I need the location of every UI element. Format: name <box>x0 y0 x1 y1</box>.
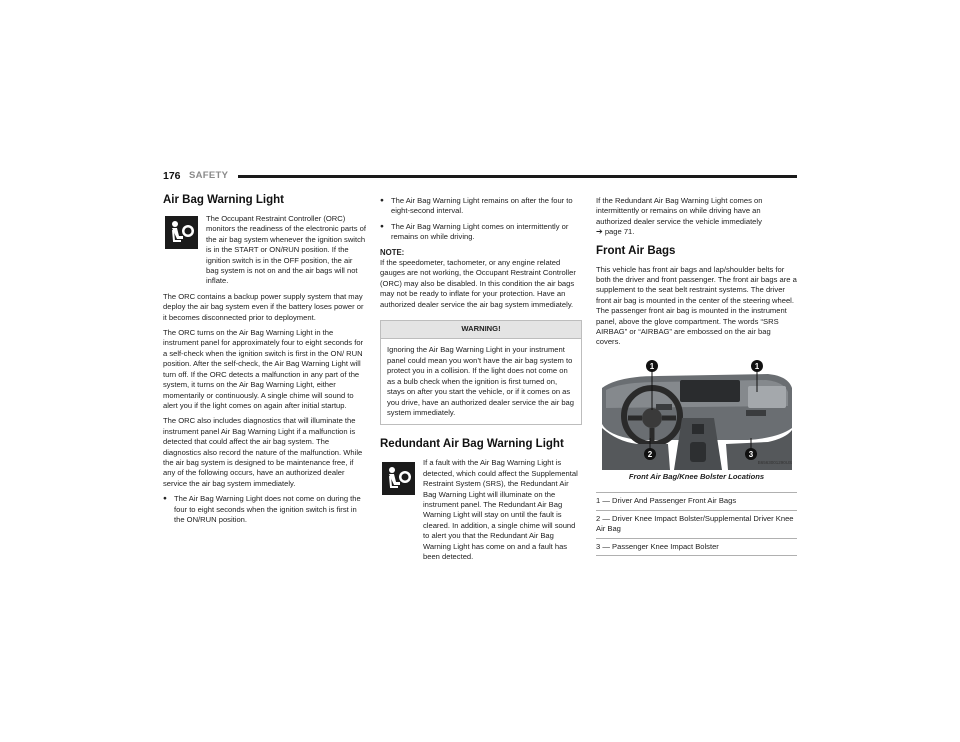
page-number: 176 <box>163 170 181 182</box>
column-1 <box>163 193 366 530</box>
air-bag-warning-icon <box>382 462 415 495</box>
bullet-item: ● The Air Bag Warning Light does not come on during the four to eight seconds when the ignition switch is first in the ON/RUN position. <box>163 494 366 525</box>
header-rule <box>238 175 797 178</box>
page-reference-link[interactable]: page 71. <box>604 227 635 237</box>
page-header <box>163 170 797 184</box>
paragraph: The ORC contains a backup power supply system that may deploy the air bag system even if the battery loses power or it becomes disconnected prior to deployment. <box>163 291 364 322</box>
bullet-list <box>163 494 366 525</box>
paragraph: This vehicle has front air bags and lap/shoulder belts for both the driver and front passenger. The front air bags are a supplement to the seat belt restraint systems. The driver front air bag is mounted in the center of the steering wheel. The passenger front air bag is mounted in the instrument panel, above the glove compartment. The words “SRS AIRBAG” or “AIRBAG” are embossed on the air bag covers. <box>596 264 797 347</box>
bullet-item: ● The Air Bag Warning Light comes on intermittently or remains on while driving. <box>380 222 582 243</box>
paragraph: The ORC turns on the Air Bag Warning Light in the instrument panel for approximately four to eight seconds for a self-check when the ignition switch is first in the ON/ RUN position. After the self-check, the Air Bag Warning Light will turn off. If the ORC detects a malfunction in any part of the system, it turns on the Air Bag Warning Light, either momentarily or continuously. A single chime will sound to alert you if the light comes on again after initial startup. <box>163 328 364 410</box>
page-reference-arrow-icon: ➔ <box>596 227 603 237</box>
figure-caption: Front Air Bag/Knee Bolster Locations <box>628 471 765 481</box>
icon-text-block <box>163 214 366 287</box>
image-code: B6563001290US <box>757 459 792 465</box>
warning-text: Ignoring the Air Bag Warning Light in your instrument panel could mean you won’t have the air bag system to protect you in a collision. If the light does not come on as a bulb check when the ignition is first turned on, stays on after you start the vehicle, or if it comes on as you drive, have an authorized dealer service the air bag system immediately. <box>387 345 575 417</box>
bullet-list <box>380 196 582 243</box>
legend-item: 3 — Passenger Knee Impact Bolster <box>596 539 797 556</box>
legend-item: 1 — Driver And Passenger Front Air Bags <box>596 492 797 510</box>
callout-label: 3 <box>748 449 754 459</box>
bullet-item: ● The Air Bag Warning Light remains on after the four to eight-second interval. <box>380 196 582 217</box>
legend-item: 2 — Driver Knee Impact Bolster/Supplemental Driver Knee Air Bag <box>596 511 797 539</box>
icon-text-block <box>380 458 582 562</box>
section-title-front-air-bags: Front Air Bags <box>596 244 676 257</box>
paragraph <box>596 196 797 238</box>
paragraph: The Occupant Restraint Controller (ORC) monitors the readiness of the electronic parts of the air bag system whenever the ignition switch is in the START or ON/RUN position. If the ignition switch is in the OFF position, the air bag system is not on and the air bags will not inflate. <box>206 214 366 286</box>
intro-text: If the Redundant Air Bag Warning Light comes on intermittently or remains on while driving have an authorized dealer service the vehicle immediately <box>596 196 763 226</box>
warning-title: WARNING! <box>381 321 581 339</box>
warning-box <box>380 320 582 425</box>
dashboard-illustration <box>598 358 794 470</box>
air-bag-intro-text <box>206 214 366 287</box>
callout-label: 2 <box>647 449 653 459</box>
redundant-air-bag-text: If a fault with the Air Bag Warning Light is detected, which could affect the Supplemental Restraint System (SRS), the Redundant Air Bag Warning Light will illuminate on the instrument panel. The Redundant Air Bag Warning Light will stay on until the fault is cleared. In addition, a single chime will sound to alert you that the Redundant Air Bag Warning Light has come on and a fault has been detected. <box>423 458 578 561</box>
column-3 <box>596 196 797 556</box>
note-label: NOTE: <box>380 247 405 257</box>
section-title-air-bag-warning-light: Air Bag Warning Light <box>163 194 284 206</box>
note-text: If the speedometer, tachometer, or any engine related gauges are not working, the Occupant Restraint Controller (ORC) may also be disabled. In this condition the air bags may not be ready to inflate for your protection. Have an authorized dealer service the air bag system immediately. <box>380 258 576 309</box>
section-label: SAFETY <box>189 170 229 181</box>
legend <box>596 492 797 556</box>
callout-label: 1 <box>754 361 760 371</box>
dashboard-figure <box>598 358 794 470</box>
section-title-redundant-air-bag-warning-light: Redundant Air Bag Warning Light <box>380 438 564 451</box>
column-2 <box>380 196 582 562</box>
callout-label: 1 <box>649 361 655 371</box>
air-bag-warning-icon <box>165 216 198 249</box>
paragraph: The ORC also includes diagnostics that will illuminate the instrument panel Air Bag Warning Light if a malfunction is detected that could affect the air bag system. The diagnostics also record the nature of the malfunction. While the air bag system is designed to be maintenance free, if any of the following occurs, have an authorized dealer service the air bag system immediately. <box>163 416 363 488</box>
